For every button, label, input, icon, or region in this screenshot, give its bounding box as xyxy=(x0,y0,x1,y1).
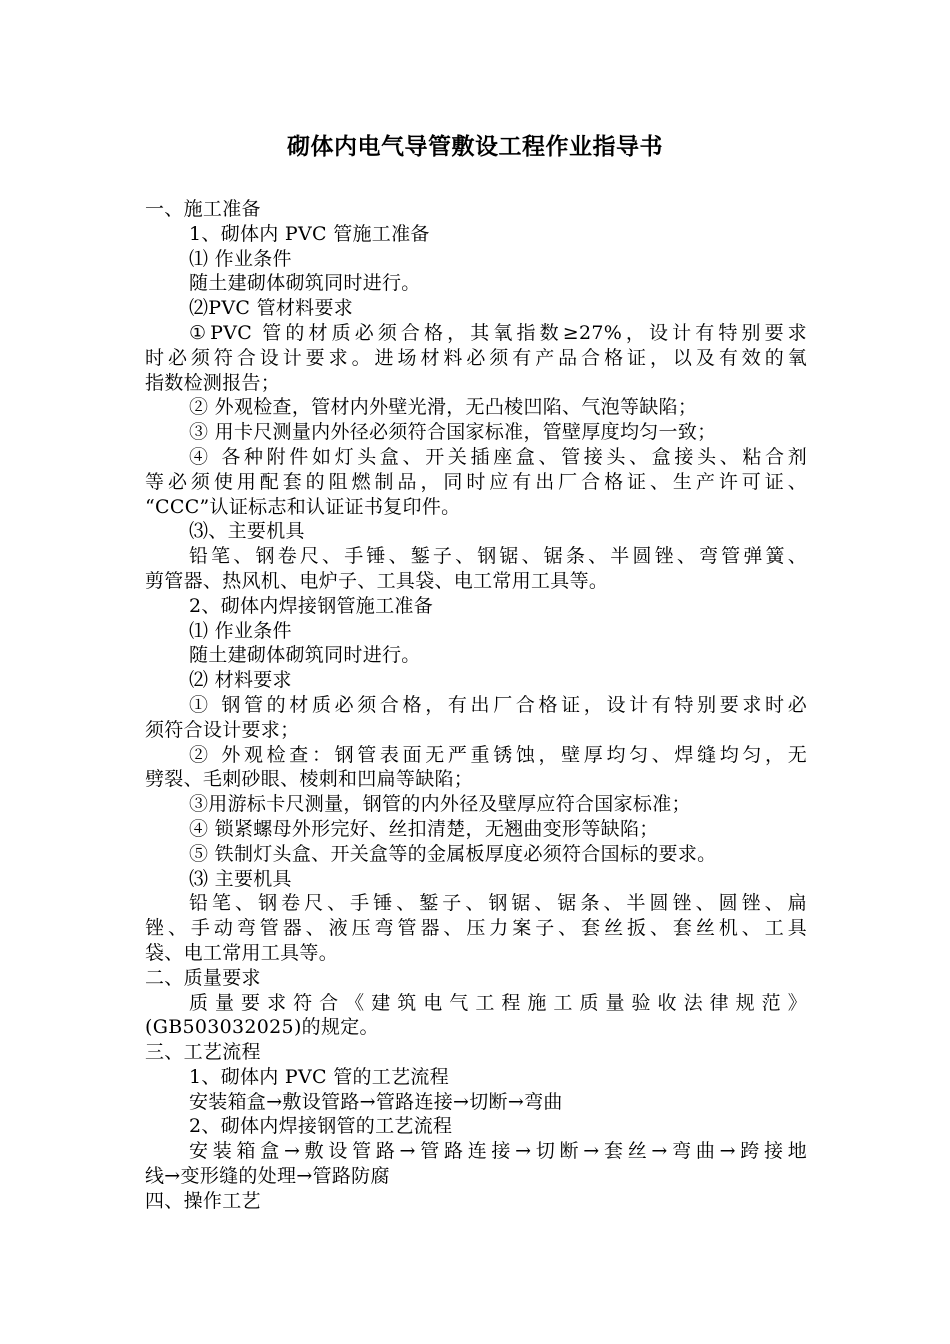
text-line: 剪管器、热风机、电炉子、工具袋、电工常用工具等。 xyxy=(145,569,609,592)
text-line: ② 外观检查：钢管表面无严重锈蚀，壁厚均匀、焊缝均匀，无 xyxy=(189,743,807,766)
text-line: 指数检测报告； xyxy=(145,371,281,394)
text-line: 二、质量要求 xyxy=(145,966,261,989)
document-body xyxy=(145,197,807,1214)
text-line: (GB503032025)的规定。 xyxy=(145,1016,379,1039)
text-line: “CCC”认证标志和认证证书复印件。 xyxy=(145,495,461,518)
text-line: 锉、手动弯管器、液压弯管器、压力案子、套丝扳、套丝机、工具 xyxy=(145,917,807,940)
text-line: 2、砌体内焊接钢管的工艺流程 xyxy=(189,1115,453,1138)
text-line: ⑵PVC 管材料要求 xyxy=(189,297,354,320)
text-line: ⑤ 铁制灯头盒、开关盒等的金属板厚度必须符合国标的要求。 xyxy=(189,842,717,865)
text-line: 1、砌体内 PVC 管的工艺流程 xyxy=(189,1065,450,1088)
text-line: ⑶ 主要机具 xyxy=(189,867,292,890)
text-line: 铅笔、钢卷尺、手锤、錾子、钢锯、锯条、半圆锉、圆锉、扁 xyxy=(189,892,807,915)
text-line: 袋、电工常用工具等。 xyxy=(145,941,339,964)
text-line: ② 外观检查，管材内外壁光滑，无凸棱凹陷、气泡等缺陷； xyxy=(189,396,698,419)
text-line: 四、操作工艺 xyxy=(145,1189,261,1212)
text-line: 铅笔、钢卷尺、手锤、錾子、钢锯、锯条、半圆锉、弯管弹簧、 xyxy=(189,545,807,568)
text-line: 须符合设计要求； xyxy=(145,718,300,741)
text-line: ③用游标卡尺测量，钢管的内外径及壁厚应符合国家标准； xyxy=(189,793,691,816)
text-line: ⑵ 材料要求 xyxy=(189,669,292,692)
text-line: 1、砌体内 PVC 管施工准备 xyxy=(189,222,430,245)
text-line: 随土建砌体砌筑同时进行。 xyxy=(189,272,421,295)
text-line: ⑶、主要机具 xyxy=(189,520,305,543)
text-line: 安装箱盒→敷设管路→管路连接→切断→套丝→弯曲→跨接地 xyxy=(189,1140,807,1163)
document-title: 砌体内电气导管敷设工程作业指导书 xyxy=(287,133,663,160)
text-line: 一、施工准备 xyxy=(145,198,261,220)
text-line: 三、工艺流程 xyxy=(145,1041,261,1064)
text-line: 线→变形缝的处理→管路防腐 xyxy=(145,1165,390,1188)
text-line: 劈裂、毛刺砂眼、棱刺和凹扁等缺陷； xyxy=(145,768,474,791)
text-line: ① 钢管的材质必须合格，有出厂合格证，设计有特别要求时必 xyxy=(189,693,807,716)
text-line: 质量要求符合《建筑电气工程施工质量验收法律规范》 xyxy=(189,991,807,1014)
text-line: 2、砌体内焊接钢管施工准备 xyxy=(189,594,433,617)
text-line: ①PVC 管的材质必须合格，其氧指数≥27%，设计有特别要求 xyxy=(189,321,807,344)
text-line: ③ 用卡尺测量内外径必须符合国家标准，管壁厚度均匀一致； xyxy=(189,421,717,444)
text-line: 随土建砌体砌筑同时进行。 xyxy=(189,644,421,667)
text-line: 安装箱盒→敷设管路→管路连接→切断→弯曲 xyxy=(189,1090,563,1113)
text-line: 时必须符合设计要求。进场材料必须有产品合格证，以及有效的氧 xyxy=(145,346,807,369)
text-line: ④ 锁紧螺母外形完好、丝扣清楚，无翘曲变形等缺陷； xyxy=(189,817,659,840)
text-line: ④ 各种附件如灯头盒、开关插座盒、管接头、盒接头、粘合剂 xyxy=(189,445,807,468)
text-line: 等必须使用配套的阻燃制品，同时应有出厂合格证、生产许可证、 xyxy=(145,470,807,493)
text-line: ⑴ 作业条件 xyxy=(189,247,292,270)
text-line: ⑴ 作业条件 xyxy=(189,619,292,642)
